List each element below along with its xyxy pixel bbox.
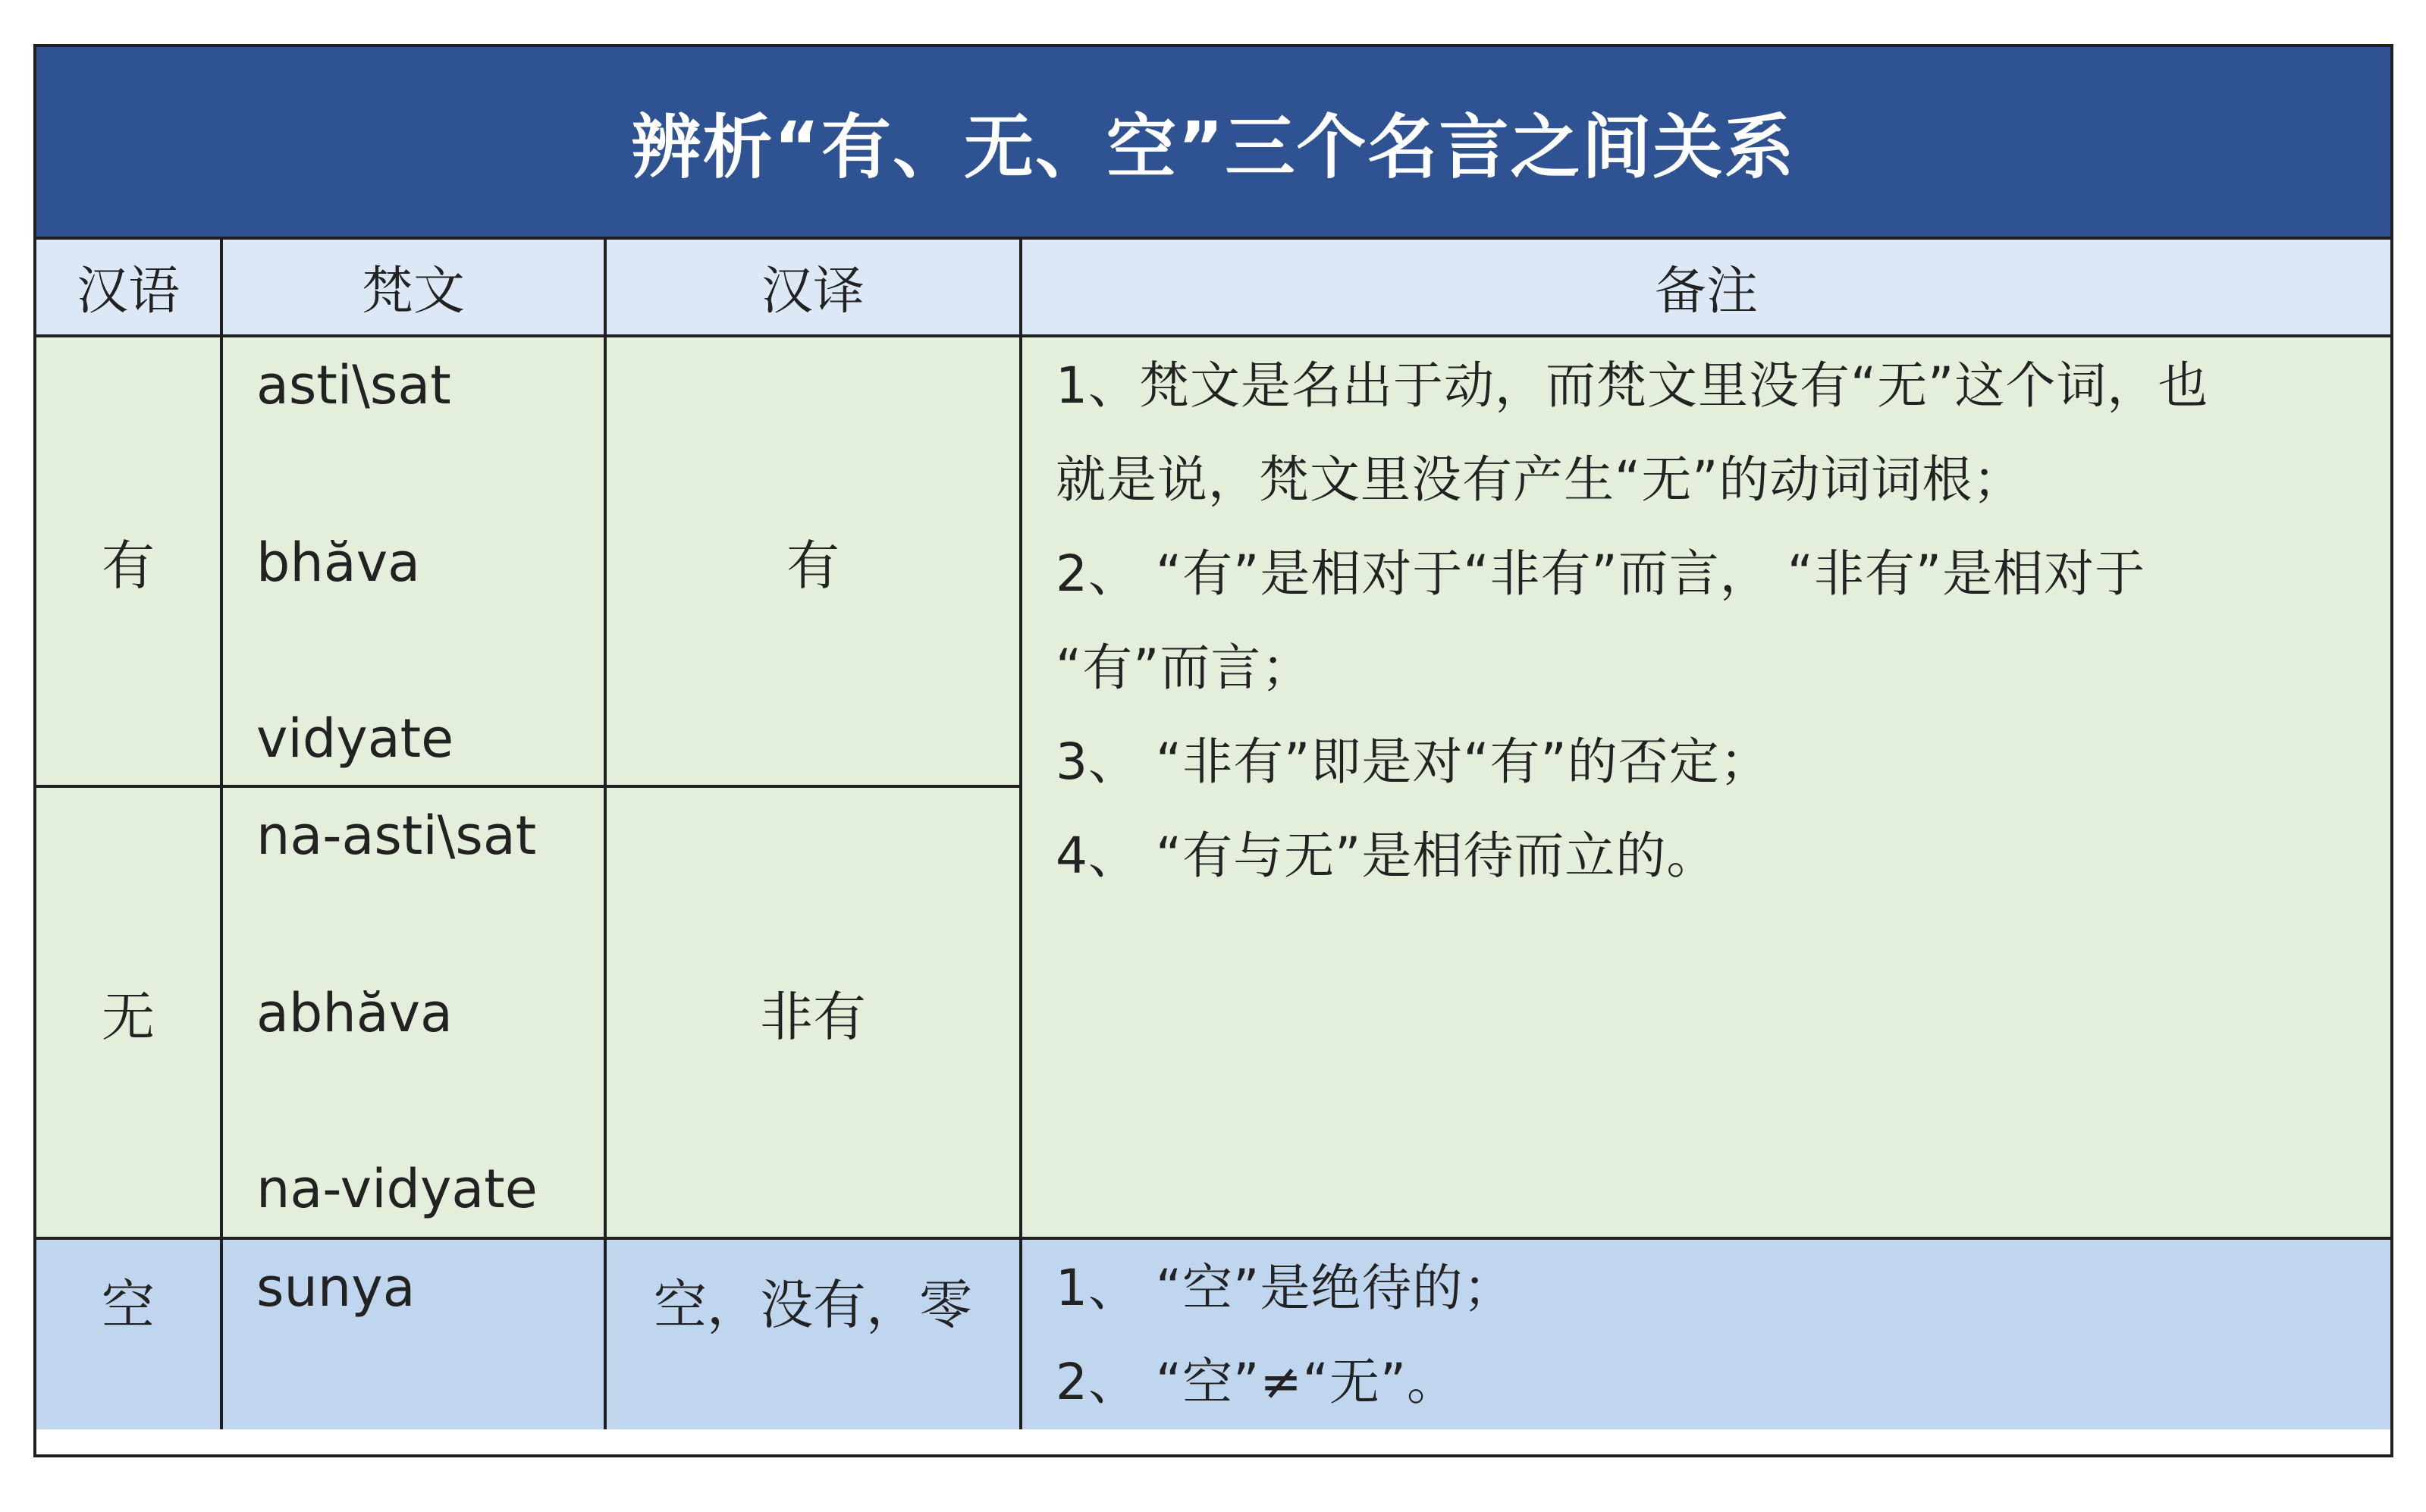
note-line: 2、 “有”是相对于“非有”而言， “非有”是相对于	[1056, 544, 2146, 603]
sanskrit-word: abhăva	[256, 982, 453, 1044]
sanskrit-word: bhăva	[256, 532, 421, 594]
translation-wu: 非有	[605, 786, 1021, 1238]
table-row-kong	[36, 1238, 2390, 1429]
sanskrit-cell-wu	[221, 786, 605, 1238]
header-chinese: 汉语	[36, 240, 221, 336]
term-wu: 无	[36, 786, 221, 1238]
sanskrit-word: asti\sat	[256, 354, 451, 416]
header-translation: 汉译	[605, 240, 1021, 336]
table-row-you	[36, 336, 2390, 786]
sanskrit-word: vidyate	[256, 707, 454, 770]
notes-kong	[1021, 1238, 2390, 1429]
table-grid	[36, 240, 2390, 1429]
note-line: 就是说，梵文里没有产生“无”的动词词根；	[1056, 450, 2024, 509]
sanskrit-word: sunya	[256, 1256, 416, 1319]
note-line: 4、 “有与无”是相待而立的。	[1056, 827, 1718, 885]
header-row	[36, 240, 2390, 336]
note-line: 1、梵文是名出于动，而梵文里没有“无”这个词，也	[1056, 356, 2209, 415]
term-you: 有	[36, 336, 221, 786]
sanskrit-word: na-vidyate	[256, 1158, 538, 1220]
sanskrit-cell-you	[221, 336, 605, 786]
sanskrit-word: na-asti\sat	[256, 805, 537, 867]
header-sanskrit: 梵文	[221, 240, 605, 336]
note-line: 2、 “空”≠“无”。	[1056, 1353, 1458, 1411]
comparison-table	[33, 44, 2393, 1457]
term-kong: 空	[36, 1238, 221, 1429]
table-title: 辨析“有、无、空”三个名言之间关系	[36, 47, 2390, 240]
header-notes: 备注	[1021, 240, 2390, 336]
notes-you-wu	[1021, 336, 2390, 1238]
sanskrit-cell-kong	[221, 1238, 605, 1429]
note-line: 3、 “非有”即是对“有”的否定；	[1056, 732, 1771, 791]
translation-kong: 空，没有，零	[605, 1238, 1021, 1429]
translation-you: 有	[605, 336, 1021, 786]
note-line: “有”而言；	[1056, 638, 1313, 697]
note-line: 1、 “空”是绝待的；	[1056, 1259, 1514, 1317]
